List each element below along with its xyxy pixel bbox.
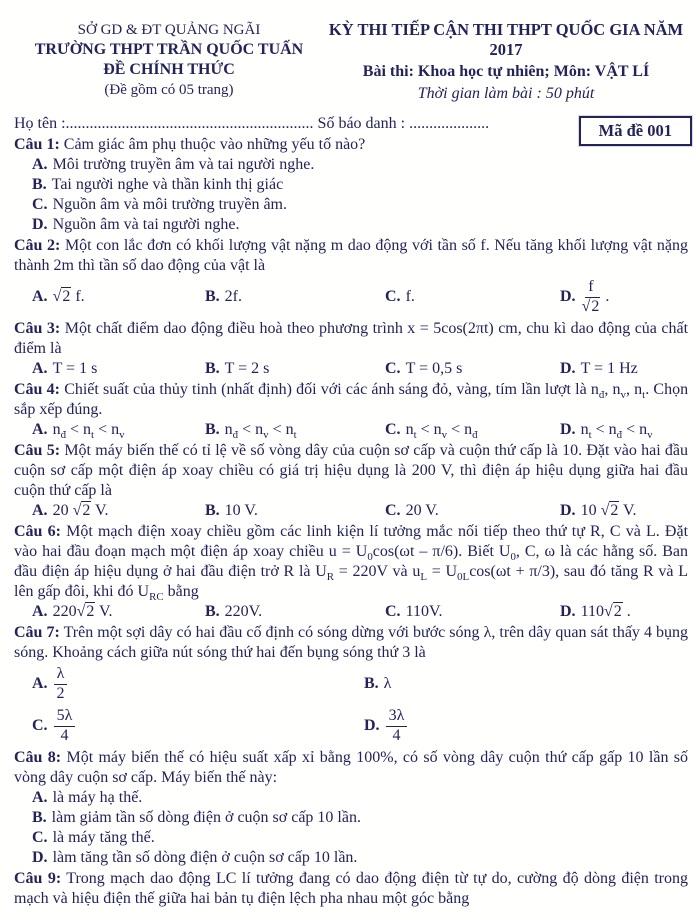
question-3-options bbox=[32, 359, 688, 379]
option-b: B. Tai người nghe và thần kinh thị giác bbox=[32, 176, 284, 193]
option-d: D. 110√2 . bbox=[560, 603, 631, 620]
option-c: C. $n_t < n_v < n_đ$ bbox=[385, 421, 478, 442]
question-6-options bbox=[32, 602, 688, 622]
name-label: Họ tên : bbox=[14, 115, 66, 132]
option-b: B. T = 2 s bbox=[205, 360, 270, 377]
question-4 bbox=[14, 380, 688, 420]
question-4-text: Chiết suất của thủy tinh (nhất định) đối với các ánh sáng đỏ, vàng, tím lần lượt là $n_đ$, $n_v$, $n_t$. Chọn sắp xếp đúng. bbox=[14, 381, 689, 418]
question-6-label: Câu 6: bbox=[14, 523, 61, 540]
option-a: A. là máy hạ thế. bbox=[32, 789, 143, 806]
option-d: D. T = 1 Hz bbox=[560, 360, 638, 377]
option-a: A. Môi trường truyền âm và tai người nghe. bbox=[32, 156, 315, 173]
option-d: D. $n_t < n_đ < n_v$ bbox=[560, 421, 653, 442]
exam-code-box bbox=[579, 116, 692, 146]
option-b: B. 220V. bbox=[205, 603, 263, 620]
question-3-label: Câu 3: bbox=[14, 320, 61, 337]
option-d: D. $\frac{3\lambda}{4}$ bbox=[364, 708, 688, 745]
question-9-text: Trong mạch dao động LC lí tưởng đang có dao động điện từ tự do, cường độ dòng điện trong mạch và hiệu điện thế giữa hai bản tụ điện lệch pha nhau một góc bằng bbox=[14, 870, 689, 907]
option-a: A. √2 f. bbox=[32, 288, 85, 305]
option-a: A. 20 √2 V. bbox=[32, 502, 109, 519]
question-1-text: Cảm giác âm phụ thuộc vào những yếu tố nào? bbox=[63, 136, 366, 153]
option-a: A. T = 1 s bbox=[32, 360, 98, 377]
exam-title: KỲ THI TIẾP CẬN THI THPT QUỐC GIA NĂM 2017 bbox=[328, 20, 684, 59]
page-header bbox=[14, 20, 688, 104]
question-2 bbox=[14, 236, 688, 276]
option-b: B. 2f. bbox=[205, 288, 242, 305]
option-d: D. $\frac{f}{√2}$ . bbox=[560, 277, 610, 315]
question-5-text: Một máy biến thế có tỉ lệ về số vòng dây của cuộn sơ cấp và cuộn thứ cấp là 10. Đặt vào hai đầu cuộn sơ cấp một điện áp xoay chiều có giá trị hiệu dụng là 200 V, thì điện áp hiệu dụng giữa hai đầu cuộn thứ cấp là bbox=[14, 442, 688, 499]
question-8-text: Một máy biến thế có hiệu suất xấp xỉ bằng 100%, có số vòng dây cuộn thứ cấp gấp 10 lần số vòng dây cuộn sơ cấp. Máy biến thế này: bbox=[14, 749, 689, 786]
name-dotted-line: .............................................................. bbox=[65, 115, 314, 132]
option-a: A. $\frac{\lambda}{2}$ bbox=[32, 666, 364, 703]
question-1-label: Câu 1: bbox=[14, 136, 60, 153]
question-6 bbox=[14, 522, 688, 602]
question-4-label: Câu 4: bbox=[14, 381, 60, 398]
option-a: A. $n_đ < n_t < n_v$ bbox=[32, 421, 125, 442]
question-7-options-row-1 bbox=[32, 663, 688, 705]
option-c: C. 110V. bbox=[385, 603, 443, 620]
option-b: B. làm giảm tần số dòng điện ở cuộn sơ cấp 10 lần. bbox=[32, 809, 361, 826]
question-3-text: Một chất điểm dao động điều hoà theo phương trình x = 5cos(2πt) cm, chu kì dao động của chất điểm là bbox=[14, 320, 689, 357]
department-name: SỞ GD & ĐT QUẢNG NGÃI bbox=[77, 22, 261, 38]
question-2-label: Câu 2: bbox=[14, 237, 61, 254]
question-8-label: Câu 8: bbox=[14, 749, 62, 766]
option-d: D. làm tăng tần số dòng điện ở cuộn sơ cấp 10 lần. bbox=[32, 849, 358, 866]
school-name: TRƯỜNG THPT TRẦN QUỐC TUẤN bbox=[34, 41, 304, 58]
candidate-number-label: Số báo danh : bbox=[313, 115, 410, 132]
option-c: C. T = 0,5 s bbox=[385, 360, 463, 377]
candidate-number-dotted-line: .................... bbox=[409, 115, 490, 132]
option-c: C. Nguồn âm và môi trường truyền âm. bbox=[32, 196, 287, 213]
question-2-options bbox=[32, 276, 688, 318]
question-5-label: Câu 5: bbox=[14, 442, 61, 459]
question-6-text: Một mạch điện xoay chiều gồm các linh kiện lí tưởng mắc nối tiếp theo thứ tự R, C và L. Đặt vào hai đầu đoạn mạch một điện áp xoay chiều $u = U_0\cos(\omega t - \pi/6)$. Biết $U_0$, C, ω là các hằng số. Ban đầu điện áp hiệu dụng ở hai đầu điện trở R là $U_R = 220V$ và $u_L = U_{0L}\cos(\omega t + \pi/3)$, sau đó tăng R và L lên gấp đôi, khi đó $U_{RC}$ bằng bbox=[14, 523, 689, 604]
question-3 bbox=[14, 319, 688, 359]
header-left-block bbox=[14, 20, 324, 104]
question-4-options bbox=[32, 420, 688, 440]
option-d: D. 10 √2 V. bbox=[560, 502, 637, 519]
question-5-options bbox=[32, 501, 688, 521]
question-7-options-row-2 bbox=[32, 705, 688, 747]
question-7-label: Câu 7: bbox=[14, 624, 60, 641]
option-c: C. $\frac{5\lambda}{4}$ bbox=[32, 708, 364, 745]
official-exam-label: ĐỀ CHÍNH THỨC bbox=[103, 61, 235, 78]
question-7-text: Trên một sợi dây có hai đầu cố định có sóng dừng với bước sóng λ, trên dây quan sát thấy 4 bụng sóng. Khoảng cách giữa nút sóng thứ hai đến bụng sóng thứ 3 là bbox=[14, 624, 688, 661]
option-c: C. 20 V. bbox=[385, 502, 439, 519]
question-7 bbox=[14, 623, 688, 663]
page-count-note: (Đề gồm có 05 trang) bbox=[104, 82, 234, 98]
option-b: B. $n_đ < n_v < n_t$ bbox=[205, 421, 297, 442]
header-right-block bbox=[324, 20, 688, 104]
option-b: B. 10 V. bbox=[205, 502, 258, 519]
option-b: B. λ bbox=[364, 675, 392, 692]
question-9 bbox=[14, 869, 688, 909]
exam-duration: Thời gian làm bài : 50 phút bbox=[417, 85, 595, 102]
question-1-options bbox=[14, 155, 688, 235]
option-d: D. Nguồn âm và tai người nghe. bbox=[32, 216, 240, 233]
option-c: C. f. bbox=[385, 288, 415, 305]
question-8 bbox=[14, 748, 688, 788]
question-9-label: Câu 9: bbox=[14, 870, 62, 887]
exam-code-label: Mã đề 001 bbox=[598, 121, 672, 140]
option-c: C. là máy tăng thế. bbox=[32, 829, 155, 846]
option-a: A. 220√2 V. bbox=[32, 603, 113, 620]
exam-subject: Bài thi: Khoa học tự nhiên; Môn: VẬT LÍ bbox=[362, 63, 650, 80]
question-2-text: Một con lắc đơn có khối lượng vật nặng m dao động với tần số f. Nếu tăng khối lượng vật nặng thành 2m thì tần số dao động của vật là bbox=[14, 237, 689, 274]
question-5 bbox=[14, 441, 688, 501]
question-8-options bbox=[14, 788, 688, 868]
